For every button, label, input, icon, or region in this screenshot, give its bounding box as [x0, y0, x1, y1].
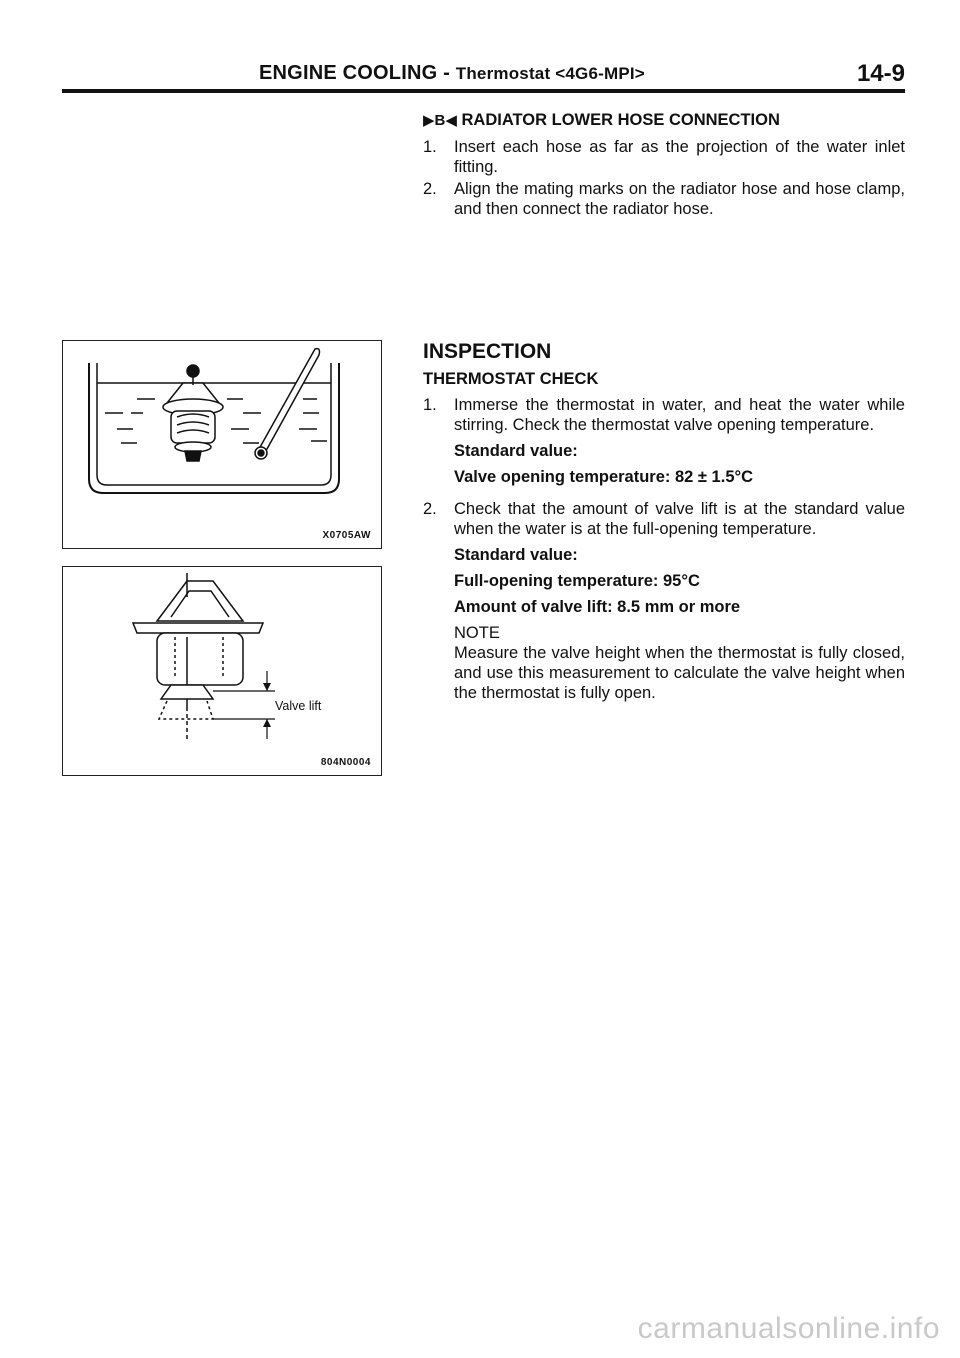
page-header	[62, 58, 905, 94]
list-item-text: Immerse the thermostat in water, and heat the water while stirring. Check the thermostat valve opening temperature.	[454, 396, 905, 434]
thermostat-check-heading: THERMOSTAT CHECK	[423, 370, 599, 388]
valve-lift-label: Valve lift	[275, 699, 322, 713]
note-label: NOTE	[454, 624, 500, 642]
section-inspection	[423, 340, 905, 703]
list-item	[423, 179, 905, 219]
valve-opening-spec: Valve opening temperature: 82 ± 1.5°C	[454, 468, 754, 486]
list-item-text: Align the mating marks on the radiator hose and hose clamp, and then connect the radiator hose.	[454, 180, 905, 218]
list-item-number: 2.	[423, 180, 437, 198]
title-main: ENGINE COOLING	[259, 62, 438, 84]
figure-valve-lift	[62, 566, 382, 776]
section-b-title: RADIATOR LOWER HOSE CONNECTION	[461, 111, 780, 129]
thermostat-water-illustration	[63, 341, 381, 548]
inspection-heading: INSPECTION	[423, 340, 552, 363]
full-opening-spec: Full-opening temperature: 95°C	[454, 572, 700, 590]
figure-code: 804N0004	[320, 757, 371, 768]
list-item	[423, 137, 905, 177]
section-b-heading	[423, 110, 905, 131]
list-item-number: 1.	[423, 396, 437, 414]
page-title	[259, 62, 645, 85]
list-item	[423, 395, 905, 435]
figure-thermostat-in-water	[62, 340, 382, 549]
page-number: 14-9	[856, 60, 905, 87]
title-dash: -	[437, 62, 456, 84]
list-item-number: 2.	[423, 500, 437, 518]
note-text: Measure the valve height when the thermostat is fully closed, and use this measurement to calculate the valve height when the thermostat is fully open.	[454, 644, 905, 702]
list-item	[423, 499, 905, 539]
valve-lift-illustration	[63, 567, 381, 775]
standard-value-label: Standard value:	[454, 442, 578, 460]
section-b-marker: ▶B◀	[423, 112, 457, 129]
list-item-number: 1.	[423, 138, 437, 156]
list-item-text: Insert each hose as far as the projection of the water inlet fitting.	[454, 138, 905, 176]
list-item-text: Check that the amount of valve lift is at the standard value when the water is at the full-opening temperature.	[454, 500, 905, 538]
standard-value-label: Standard value:	[454, 546, 578, 564]
header-rule	[62, 89, 905, 93]
site-watermark: carmanualsonline.info	[637, 1312, 940, 1345]
title-sub: Thermostat <4G6-MPI>	[455, 64, 645, 83]
figure-code: X0705AW	[322, 530, 371, 541]
section-radiator-hose	[423, 110, 905, 219]
valve-lift-spec: Amount of valve lift: 8.5 mm or more	[454, 598, 741, 616]
